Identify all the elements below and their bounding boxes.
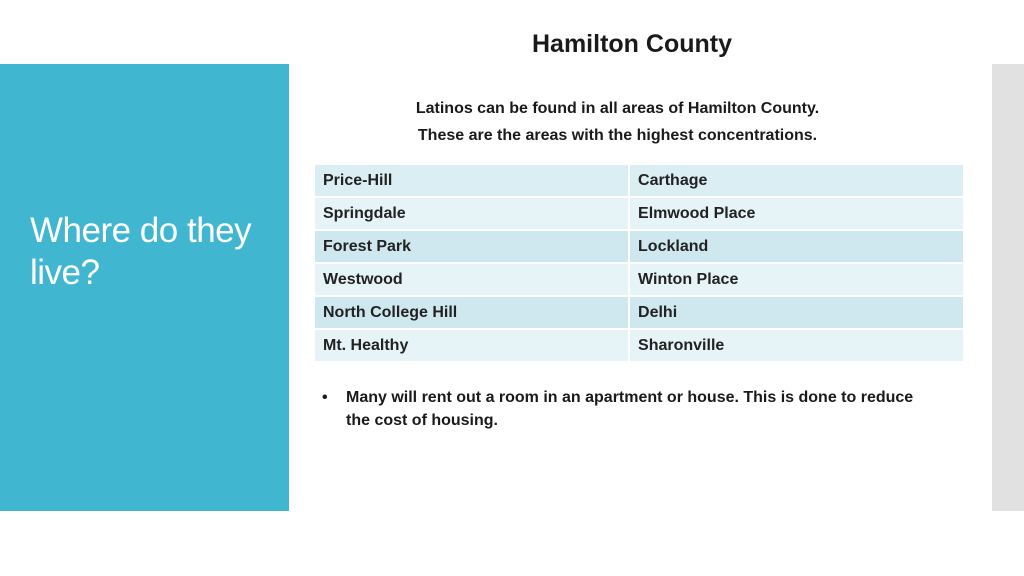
- intro-line-1: Latinos can be found in all areas of Hamilton County.: [415, 100, 820, 117]
- table-cell: Price-Hill: [314, 164, 629, 197]
- table-cell: Lockland: [629, 230, 964, 263]
- table-cell: Carthage: [629, 164, 964, 197]
- intro-text: [330, 95, 905, 149]
- table-row: [314, 329, 964, 362]
- table-cell: Springdale: [314, 197, 629, 230]
- table-cell: Delhi: [629, 296, 964, 329]
- table-row: [314, 230, 964, 263]
- table-cell: Winton Place: [629, 263, 964, 296]
- table-cell: Elmwood Place: [629, 197, 964, 230]
- table-cell: Forest Park: [314, 230, 629, 263]
- table-cell: Sharonville: [629, 329, 964, 362]
- bullet-item: [322, 386, 922, 432]
- bullet-text: Many will rent out a room in an apartment or house. This is done to reduce the cost of housing.: [346, 389, 914, 429]
- table-row: [314, 296, 964, 329]
- table-cell: North College Hill: [314, 296, 629, 329]
- section-heading: Where do they live?: [30, 211, 252, 292]
- bullet-marker: •: [322, 389, 328, 406]
- slide-title: Hamilton County: [532, 30, 732, 58]
- right-edge-strip: [992, 64, 1024, 511]
- table-row: [314, 263, 964, 296]
- table-cell: Westwood: [314, 263, 629, 296]
- areas-table: [313, 163, 965, 363]
- intro-line-2: These are the areas with the highest concentrations.: [417, 127, 818, 144]
- table-cell: Mt. Healthy: [314, 329, 629, 362]
- table-row: [314, 197, 964, 230]
- table-row: [314, 164, 964, 197]
